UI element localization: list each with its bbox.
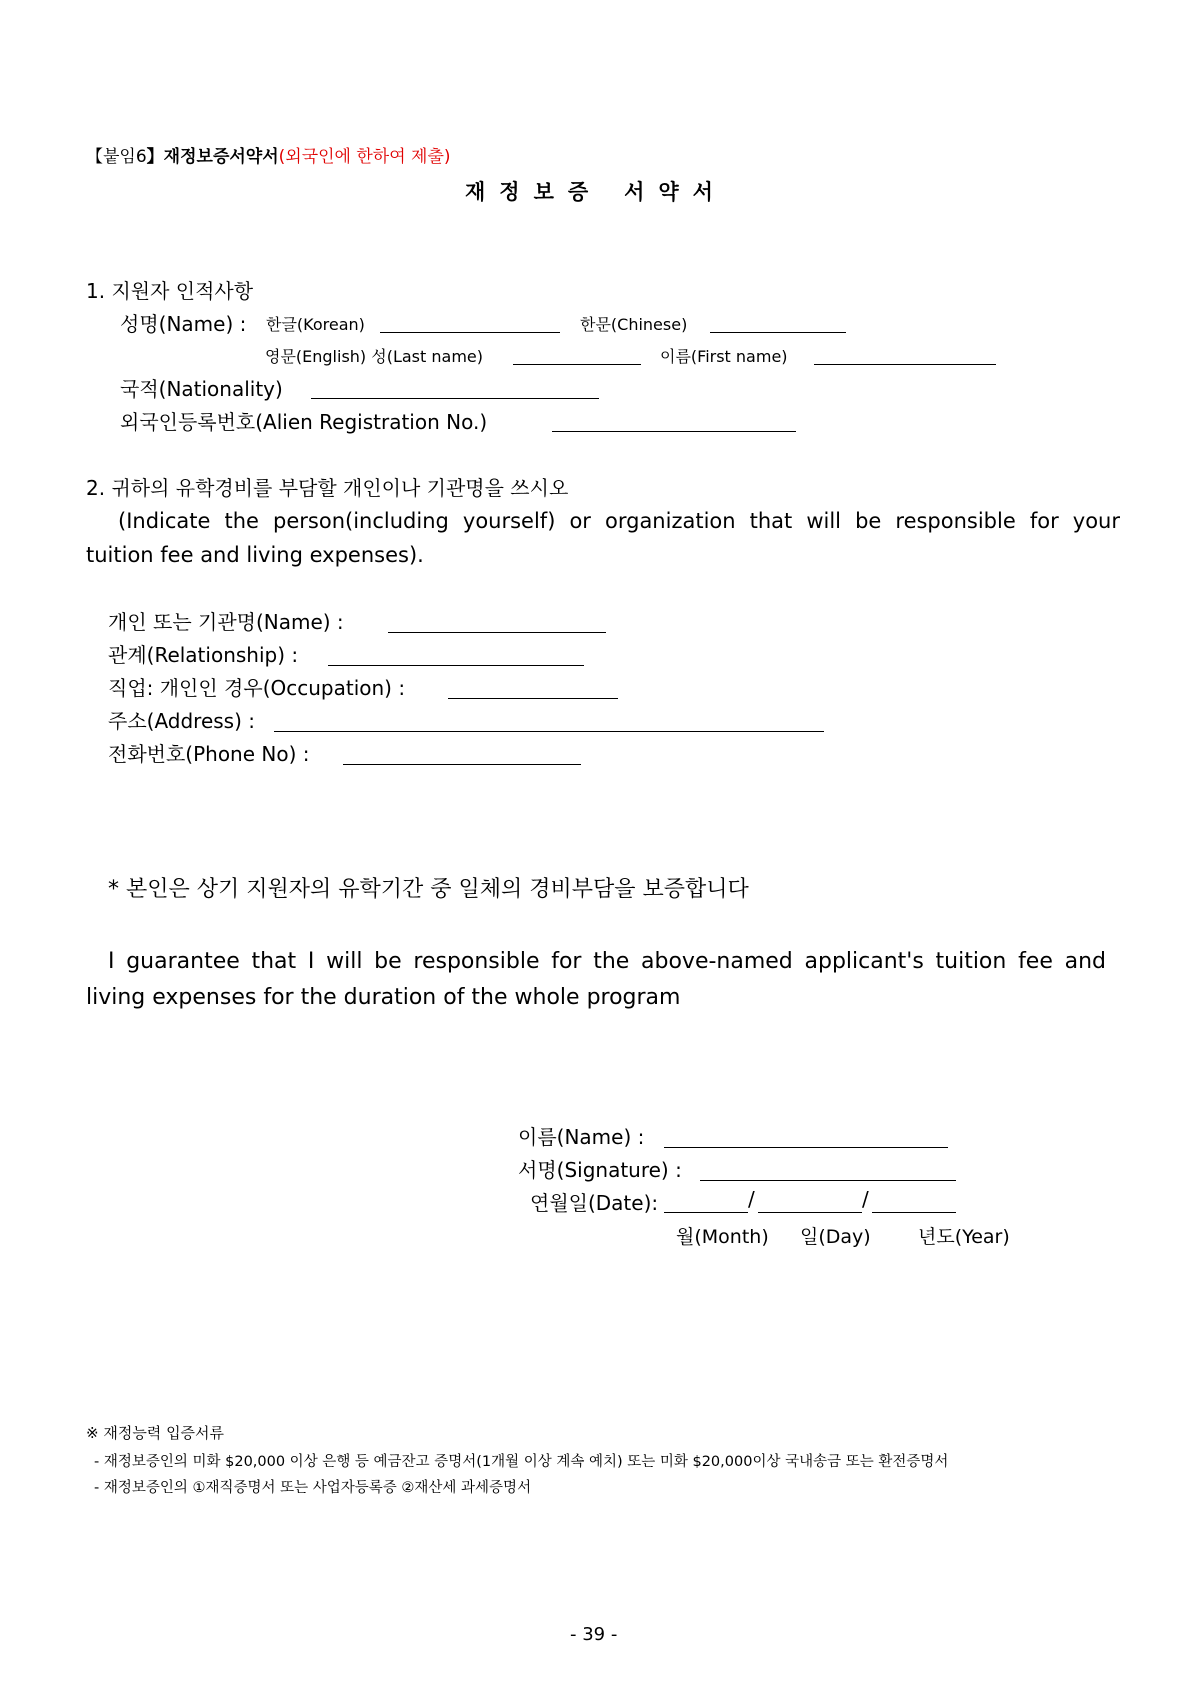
month-caption: 월(Month) [676, 1226, 769, 1248]
date-slash-1: / [748, 1187, 755, 1211]
signer-name-field[interactable] [664, 1147, 948, 1148]
signature-field[interactable] [700, 1180, 956, 1181]
sponsor-name-label: 개인 또는 기관명(Name) : [108, 610, 344, 634]
signer-name-label: 이름(Name) : [518, 1125, 645, 1149]
page-title [465, 176, 727, 206]
name-label: 성명(Name) : [120, 312, 247, 336]
bracket-close: 】 [146, 147, 164, 167]
relationship-label: 관계(Relationship) : [108, 643, 299, 667]
address-label: 주소(Address) : [108, 709, 255, 733]
date-year-field[interactable] [872, 1212, 956, 1213]
attachment-header [86, 142, 451, 167]
section2-instruction-line1: (Indicate the person(including yourself) or organization that will be responsible for your [118, 509, 1120, 533]
chinese-name-label: 한문(Chinese) [580, 315, 688, 334]
section2-instruction-line2: tuition fee and living expenses). [86, 543, 424, 567]
sponsor-name-field[interactable] [388, 632, 606, 633]
guarantee-english-line2: living expenses for the duration of the whole program [86, 985, 681, 1010]
attachment-number: 붙임6 [103, 147, 147, 167]
alien-registration-field[interactable] [552, 431, 796, 432]
date-month-field[interactable] [664, 1212, 748, 1213]
page-number: - 39 - [570, 1624, 618, 1645]
english-first-name-field[interactable] [814, 364, 996, 365]
relationship-field[interactable] [328, 665, 584, 666]
date-day-field[interactable] [758, 1212, 862, 1213]
section2-heading: 2. 귀하의 유학경비를 부담할 개인이나 기관명을 쓰시오 [86, 476, 569, 500]
korean-name-label: 한글(Korean) [266, 315, 365, 334]
chinese-name-field[interactable] [710, 332, 846, 333]
notes-heading: ※ 재정능력 입증서류 [86, 1424, 225, 1442]
title-part-2: 서약서 [624, 180, 727, 204]
date-slash-2: / [862, 1187, 869, 1211]
notes-item-2: - 재정보증인의 ①재직증명서 또는 사업자등록증 ②재산세 과세증명서 [94, 1480, 532, 1496]
occupation-field[interactable] [448, 698, 618, 699]
nationality-label: 국적(Nationality) [120, 377, 283, 401]
alien-registration-label: 외국인등록번호(Alien Registration No.) [120, 410, 488, 434]
korean-name-field[interactable] [380, 332, 560, 333]
bracket-open: 【 [86, 147, 103, 167]
phone-field[interactable] [343, 764, 581, 765]
signature-label: 서명(Signature) : [518, 1158, 682, 1182]
year-caption: 년도(Year) [918, 1226, 1010, 1248]
section1-heading: 1. 지원자 인적사항 [86, 279, 254, 303]
nationality-field[interactable] [311, 398, 599, 399]
day-caption: 일(Day) [800, 1226, 871, 1248]
submission-note: (외국인에 한하여 제출) [278, 147, 451, 167]
english-first-name-label: 이름(First name) [660, 347, 788, 366]
notes-item-1: - 재정보증인의 미화 $20,000 이상 은행 등 예금잔고 증명서(1개월 이상 계속 예치) 또는 미화 $20,000이상 국내송금 또는 환전증명서 [94, 1454, 949, 1470]
document-name: 재정보증서약서 [163, 147, 279, 167]
title-part-1: 재정보증 [465, 180, 603, 204]
guarantee-english-line1: I guarantee that I will be responsible for the above-named applicant's tuition fee and [108, 949, 1106, 974]
guarantee-korean: * 본인은 상기 지원자의 유학기간 중 일체의 경비부담을 보증합니다 [108, 877, 749, 902]
english-last-name-field[interactable] [513, 364, 641, 365]
address-field[interactable] [274, 731, 824, 732]
date-label: 연월일(Date): [530, 1191, 659, 1215]
occupation-label: 직업: 개인인 경우(Occupation) : [108, 676, 406, 700]
phone-label: 전화번호(Phone No) : [108, 742, 310, 766]
english-last-name-label: 영문(English) 성(Last name) [265, 347, 483, 366]
